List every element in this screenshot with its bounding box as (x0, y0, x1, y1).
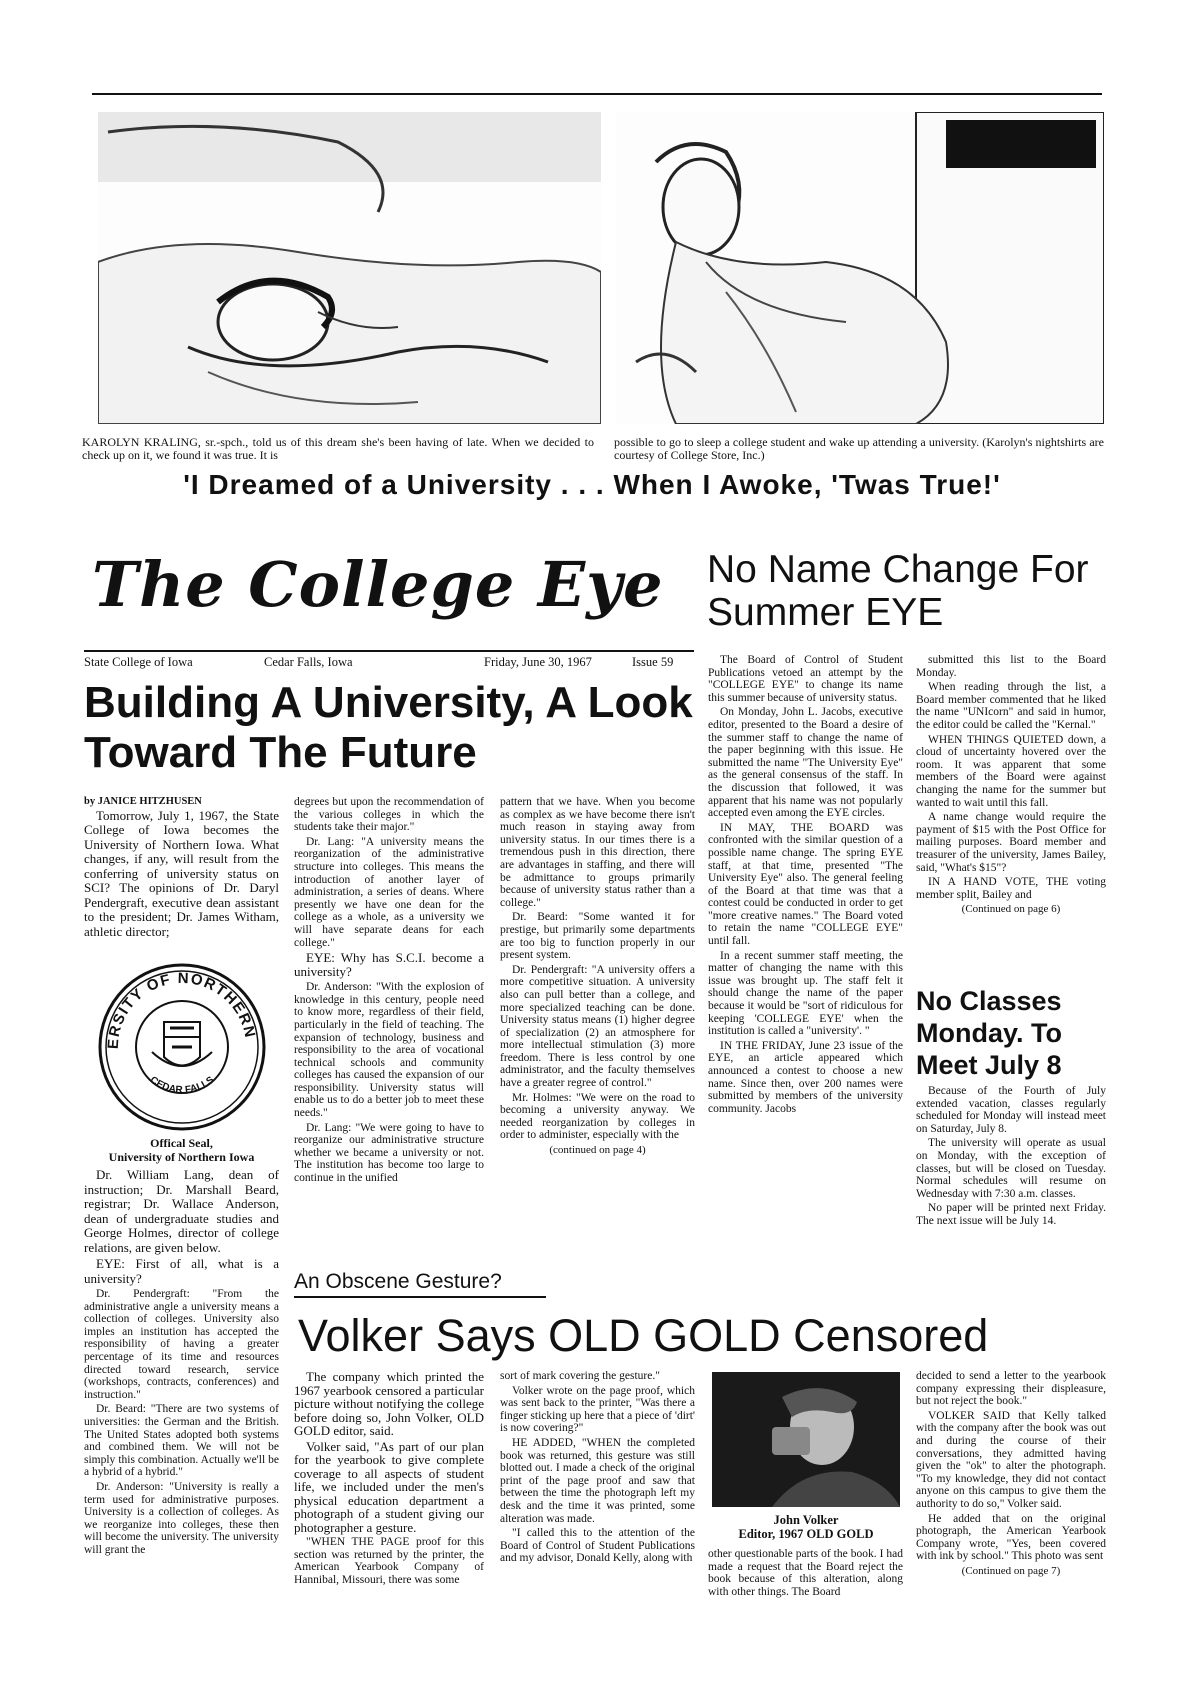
no-classes-headline: No Classes Monday. To Meet July 8 (916, 986, 1062, 1080)
volker-col2: sort of mark covering the gesture." Volker wrote on the page proof, which was sent back to the printer, "Was there a finger sticking up here that a piece of 'dirt' is now covering?" HE ADDED, "WHEN the completed book was returned, this gesture was still blotted out. I made a check of the original print of the page proof and saw that between the time the photograph left my desk and the time it was printed, some alteration was made. "I called this to the attention of the Board of Control of Student Publications and my advisor, Donald Kelly, along with (500, 1370, 695, 1565)
masthead-title: The College Eye (92, 548, 664, 621)
university-seal (92, 962, 272, 1132)
building-col1-top: by JANICE HITZHUSEN Tomorrow, July 1, 1967, the State College of Iowa becomes the University of Northern Iowa. What changes, if any, will result from the conferring of university status on SCI? The opinions of Dr. Daryl Pendergraft, executive dean assistant to the president; Dr. James Witham, athletic director; (84, 796, 279, 939)
folio-school: State College of Iowa (84, 655, 193, 669)
folio-date: Friday, June 30, 1967 (484, 655, 592, 669)
building-col3: pattern that we have. When you become as complex as we have become there isn't much reason in staying away from university status. In our times there is a tremendous push in this direction, there are advantages in staffing, and there will be admittance to groups primarily because of university status rather than a college." Dr. Beard: "Some wanted it for prestige, but primarily some departments are too big to function properly in our present system. Dr. Pendergraft: "A university offers a more competitive situation. A university also can pull better than a college, and more specialized teaching can be done. University status means (1) higher degree of specialization (2) an atmosphere for more intellectual stimulation (3) more freedom. There is less control by one administrator, and the faculty themselves have a greater regree of control." Mr. Holmes: "We were on the road to becoming a university anyway. We needed reorganization by colleges in order to administer, especially with the (continued on page 4) (500, 796, 695, 1157)
john-volker-photo (712, 1372, 900, 1507)
kicker-underline (294, 1296, 546, 1298)
building-headline: Building A University, A Look Toward The Future (84, 678, 693, 777)
seal-text-top: ERSITY OF NORTHERN (104, 969, 259, 1050)
photo-headline: 'I Dreamed of a University . . . When I Awoke, 'Twas True!' (183, 469, 1001, 500)
sleeping-student-photo (98, 112, 601, 424)
folio-line (84, 655, 694, 671)
volker-headline: Volker Says OLD GOLD Censored (298, 1310, 989, 1361)
photo-caption-right: possible to go to sleep a college student and wake up attending a university. (Karolyn's nightshirts are courtesy of College Store, Inc.) (614, 435, 1104, 462)
volker-col4: decided to send a letter to the yearbook company expressing their displeasure, but not reject the book." VOLKER SAID that Kelly talked with the company after the book was out and during the course of their conversations, they admitted having given the "ok" to alter the photograph. "To my knowledge, they did not contact anyone on this campus to give them the authority to do so," Volker said. He added that on the original photograph, the American Yearbook Company wrote, "Yes, been covered with ink by school." This photo was sent (Continued on page 7) (916, 1370, 1106, 1577)
seal-text-bottom: CEDAR FALLS (147, 1074, 217, 1096)
continued-page-6: (Continued on page 6) (961, 903, 1061, 916)
photo-caption-left: KAROLYN KRALING, sr.-spch., told us of this dream she's been having of late. When we decided to check up on it, we found it was true. It is (82, 435, 594, 462)
volker-col3: other questionable parts of the book. I had made a request that the Board reject the book because of this alteration, along with other things. The Board (708, 1548, 903, 1598)
volker-photo-caption: John Volker Editor, 1967 OLD GOLD (738, 1513, 874, 1541)
folio-issue: Issue 59 (632, 655, 674, 669)
continued-page-4: (continued on page 4) (549, 1144, 646, 1157)
no-name-change-col1: The Board of Control of Student Publications vetoed an attempt by the "COLLEGE EYE" to change its name this summer because of university status. On Monday, John L. Jacobs, executive editor, presented to the Board a desire of the summer staff to change the name of the paper beginning with this issue. He submitted the name "The University Eye" as the general consensus of the staff. In the discussion that followed, it was apparent that his name was not popularly accepted even among the EYE circles. IN MAY, THE BOARD was confronted with the similar question of a possible name change. The spring EYE staff, at that time, presented "The University Eye" also. The general feeling of the Board at that time was that a contest could be conducted in order to get "more creative names." The Board voted to retain the name "COLLEGE EYE" until fall. In a recent summer staff meeting, the matter of changing the name with this issue was brought up. The staff felt it should change the name of the paper because it would be "sort of ridiculous for keeping 'COLLEGE EYE' when the institution is called a "university'. " IN THE FRIDAY, June 23 issue of the EYE, an article appeared which announced a contest to choose a new name. Since then, over 200 names were submitted by members of the university community. Jacobs (708, 654, 903, 1115)
no-classes-body: Because of the Fourth of July extended vacation, classes regularly scheduled for Monday will instead meet on Saturday, July 8. The university will operate as usual on Monday, with the exception of classes, but will be closed on Tuesday. Normal schedules will resume on Wednesday with 7:30 a.m. classes. No paper will be printed next Friday. The next issue will be July 14. (916, 1085, 1106, 1227)
no-name-change-headline: No Name Change For Summer EYE (707, 548, 1089, 634)
continued-page-7: (Continued on page 7) (961, 1564, 1061, 1577)
folio-city: Cedar Falls, Iowa (264, 655, 353, 669)
building-col1-bottom: Dr. William Lang, dean of instruction; Dr. Marshall Beard, registrar; Dr. Wallace Anderson, dean of undergraduate studies and George Holmes, director of college relations, are given below. EYE: First of all, what is a university? Dr. Pendergraft: "From the administrative angle a university means a collection of colleges. University also imples an institution has accepted the responsibility of having a greater percentage of its time and resources directed toward research, service (workshops, contracts, conferences) and instruction." Dr. Beard: "There are two systems of universities: the German and the British. The United States adopted both systems and combined them. We will not be simply this combination. Actually we'll be a hybrid of a hybrid." Dr. Anderson: "University is really a term used for administrative purposes. University is a collection of colleges. As we reorganize into colleges, these then will become the university. The university will grant the (84, 1167, 279, 1556)
building-col2: degrees but upon the recommendation of the various colleges in which the students take their major." Dr. Lang: "A university means the reorganization of the administrative structure into colleges. This means the introduction of another layer of administration, a series of deans. Where presently we have one dean for the college as a whole, as a university we will have separate deans for each college." EYE: Why has S.C.I. become a university? Dr. Anderson: "With the explosion of knowledge in this century, people need to know more, regardless of their field, particularly in the field of teaching. The expansion of technology, business and responsibility to the area of vocational technical schools and community colleges has caused the expansion of our responsibility. University status will enable us to do a better job to meet these needs." Dr. Lang: "We were going to have to reorganize our administrative structure whether we became a university or not. The institution has become too large to continue in the unified (294, 796, 484, 1185)
waking-student-photo (616, 112, 1104, 424)
masthead-rule (84, 650, 694, 652)
byline: by JANICE HITZHUSEN (84, 796, 202, 807)
volker-col1: The company which printed the 1967 yearbook censored a particular picture without notifying the college before doing so, John Volker, OLD GOLD editor, said. Volker said, "As part of our plan for the yearbook to give complete coverage to all aspects of student life, we included under the men's physical education department a photograph of a student giving our photographer a gesture. "WHEN THE PAGE proof for this section was returned by the printer, the American Yearbook Company of Hannibal, Missouri, there was some (294, 1369, 484, 1586)
top-rule (92, 93, 1102, 95)
volker-kicker: An Obscene Gesture? (294, 1270, 502, 1293)
seal-caption: Offical Seal, University of Northern Iowa (108, 1136, 255, 1164)
no-name-change-col2: submitted this list to the Board Monday. When reading through the list, a Board member commented that he liked the name "UNIcorn" and said in humor, the editor could be called the "Kernal." WHEN THINGS QUIETED down, a cloud of uncertainty hovered over the room. It was apparent that some members of the Board were against changing the name for the summer but wanted to wait until this fall. A name change would require the payment of $15 with the Post Office for mailing purposes. Board member and treasurer of the university, James Bailey, said, "What's $15"? IN A HAND VOTE, THE voting member split, Bailey and (Continued on page 6) (916, 654, 1106, 916)
